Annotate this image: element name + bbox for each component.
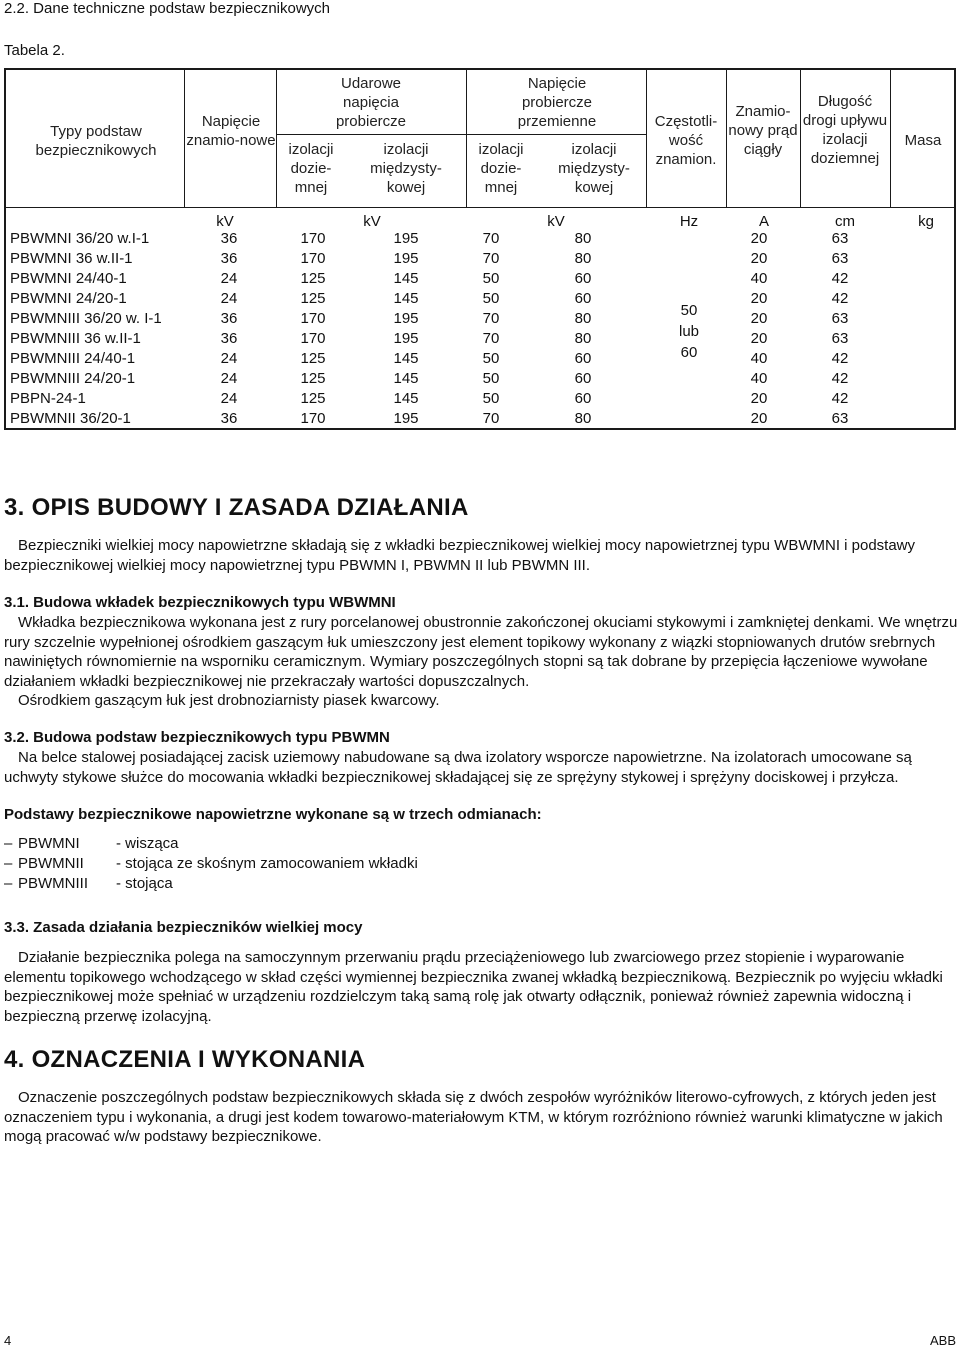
cell-ug: 170: [300, 250, 326, 267]
list-item: – PBWMNI - wisząca: [4, 835, 179, 852]
cell-ug: 170: [300, 330, 326, 347]
cell-ag: 50: [482, 270, 500, 287]
cell-ui: 195: [393, 230, 419, 247]
table-label: Tabela 2.: [4, 42, 65, 59]
cell-ai: 80: [574, 310, 592, 327]
cell-ag: 70: [482, 310, 500, 327]
cell-ag: 50: [482, 370, 500, 387]
cell-ai: 60: [574, 290, 592, 307]
cell-a: 20: [750, 290, 768, 307]
cell-cm: 42: [831, 390, 849, 407]
cell-ag: 50: [482, 350, 500, 367]
cell-ui: 195: [393, 250, 419, 267]
cell-un: 24: [220, 270, 238, 287]
cell-name: PBWMNIII 24/40-1: [10, 350, 136, 367]
cell-cm: 63: [831, 410, 849, 427]
header-ac-interphase: izolacji międzysty-kowej: [558, 141, 630, 196]
cell-ug: 170: [300, 230, 326, 247]
s31-text2: Ośrodkiem gaszącym łuk jest drobnoziarnisty piasek kwarcowy.: [18, 692, 440, 709]
cell-ag: 70: [482, 250, 500, 267]
unit-kg: kg: [918, 213, 934, 230]
unit-cm: cm: [835, 213, 855, 230]
cell-ai: 80: [574, 250, 592, 267]
cell-ag: 70: [482, 410, 500, 427]
cell-a: 20: [750, 410, 768, 427]
unit-kv-1: kV: [216, 213, 234, 230]
cell-un: 36: [220, 330, 238, 347]
table-row: [6, 229, 954, 249]
table-row: [6, 389, 954, 409]
cell-un: 24: [220, 390, 238, 407]
cell-name: PBWMNII 36/20-1: [10, 410, 131, 427]
s33-title: 3.3. Zasada działania bezpieczników wielkiej mocy: [4, 919, 363, 936]
cell-ai: 60: [574, 350, 592, 367]
cell-cm: 42: [831, 350, 849, 367]
cell-ai: 80: [574, 330, 592, 347]
cell-name: PBWMNIII 36/20 w. I-1: [10, 310, 162, 327]
variants-list: [4, 834, 604, 894]
header-mass: Masa: [904, 132, 942, 149]
cell-a: 40: [750, 370, 768, 387]
cell-ui: 145: [393, 290, 419, 307]
cell-ai: 60: [574, 390, 592, 407]
cell-ui: 145: [393, 370, 419, 387]
cell-a: 20: [750, 250, 768, 267]
cell-ug: 125: [300, 370, 326, 387]
cell-ai: 60: [574, 370, 592, 387]
s33-text: Działanie bezpiecznika polega na samoczynnym przerwaniu prądu przeciążeniowego lub zwarciowego przez stopienie i wyparowanie elementu topikowego wchodzącego w skład części wymiennej bezpiecznika zwanej wkładką bezpiecznikową. Bezpiecznik po wyjęciu wkładki bezpiecznikowej może spełniać w urządzeniu rozdzielczym taką samą rolę jak otwarty odłącznik, ponieważ również zapewnia widoczną i bezpieczną przerwę izolacyjną.: [4, 949, 943, 1025]
header-impulse-ground: izolacji dozie-mnej: [288, 141, 334, 196]
cell-a: 40: [750, 350, 768, 367]
header-type: Typy podstaw bezpiecznikowych: [35, 123, 157, 159]
list-item: – PBWMNIII - stojąca: [4, 875, 173, 892]
cell-ug: 125: [300, 350, 326, 367]
cell-un: 36: [220, 230, 238, 247]
table-row: [6, 309, 954, 329]
header-impulse: Udarowe napięcia probiercze: [335, 75, 407, 130]
frequency-value: 50 lub 60: [678, 302, 700, 361]
unit-kv-2: kV: [363, 213, 381, 230]
header-ac-ground: izolacji dozie-mnej: [478, 141, 524, 196]
header-impulse-interphase: izolacji międzysty-kowej: [370, 141, 442, 196]
list-item: – PBWMNII - stojąca ze skośnym zamocowaniem wkładki: [4, 855, 418, 872]
cell-name: PBWMNI 24/40-1: [10, 270, 127, 287]
cell-ag: 50: [482, 390, 500, 407]
s32-text: Na belce stalowej posiadającej zacisk uziemowy nabudowane są dwa izolatory wsporcze napowietrzne. Na izolatorach umocowane są uchwyty stykowe służce do mocowania wkładki bezpiecznikowej składającej się ze sprężyny stykowej i sprężyny dociskowej i przyłcza.: [4, 749, 912, 786]
cell-ug: 170: [300, 310, 326, 327]
section4-text: Oznaczenie poszczególnych podstaw bezpiecznikowych składa się z dwóch zespołów wyróżników literowo-cyfrowych, z których jeden jest oznaczeniem typu i wykonania, a drugi jest kodem towarowo-materiałowym KTM, w którym rozróżniono również warunki klimatyczne w jakich mogą pracować w/w podstawy bezpiecznikowe.: [4, 1089, 943, 1146]
s31-title: 3.1. Budowa wkładek bezpiecznikowych typu WBWMNI: [4, 594, 396, 611]
cell-un: 36: [220, 410, 238, 427]
brand-logo: ABB: [929, 1333, 956, 1348]
cell-name: PBWMNIII 36 w.II-1: [10, 330, 141, 347]
cell-ug: 125: [300, 270, 326, 287]
cell-ai: 80: [574, 230, 592, 247]
cell-name: PBWMNI 24/20-1: [10, 290, 127, 307]
header-creepage: Długość drogi upływu izolacji doziemnej: [802, 93, 888, 167]
cell-ug: 170: [300, 410, 326, 427]
cell-name: PBWMNI 36 w.II-1: [10, 250, 133, 267]
cell-ug: 125: [300, 290, 326, 307]
cell-un: 36: [220, 250, 238, 267]
s31-text: Wkładka bezpiecznikowa wykonana jest z rury porcelanowej obustronnie zakończonej okuciami stykowymi i zamkniętej denkami. We wnętrzu rury szczelnie wypełnionej ośrodkiem gaszącym łuk umieszczony jest element topikowy wykonany z wiązki stopniowanych drutów srebrnych nawiniętych równomiernie na wsporniku ceramicznym. Wymiary poszczególnych stopni są tak dobrane by przepięcia łączeniowe wywołane działaniem wkładki bezpiecznikowej nie przekraczały wartości dopuszczalnych.: [4, 614, 958, 690]
page-number: 4: [4, 1333, 12, 1348]
cell-un: 24: [220, 370, 238, 387]
cell-ui: 195: [393, 310, 419, 327]
table-row: [6, 369, 954, 389]
cell-cm: 63: [831, 330, 849, 347]
unit-a: A: [758, 213, 769, 230]
cell-ui: 145: [393, 390, 419, 407]
cell-name: PBWMNIII 24/20-1: [10, 370, 136, 387]
cell-cm: 63: [831, 230, 849, 247]
cell-a: 20: [750, 310, 768, 327]
unit-kv-3: kV: [547, 213, 565, 230]
cell-cm: 42: [831, 270, 849, 287]
cell-a: 20: [750, 230, 768, 247]
section-heading: 2.2. Dane techniczne podstaw bezpiecznikowych: [4, 0, 331, 17]
table-row: [6, 289, 954, 309]
cell-ui: 145: [393, 270, 419, 287]
cell-name: PBWMNI 36/20 w.I-1: [10, 230, 150, 247]
table-row: [6, 269, 954, 289]
cell-name: PBPN-24-1: [10, 390, 86, 407]
s32-title: 3.2. Budowa podstaw bezpiecznikowych typu PBWMN: [4, 729, 390, 746]
unit-hz: Hz: [679, 213, 699, 230]
cell-cm: 63: [831, 310, 849, 327]
cell-ai: 60: [574, 270, 592, 287]
cell-ui: 195: [393, 330, 419, 347]
cell-ag: 50: [482, 290, 500, 307]
cell-a: 40: [750, 270, 768, 287]
cell-a: 20: [750, 390, 768, 407]
header-current: Znamio-nowy prąd ciągły: [728, 103, 798, 158]
cell-ai: 80: [574, 410, 592, 427]
cell-un: 36: [220, 310, 238, 327]
table-row: [6, 349, 954, 369]
cell-ag: 70: [482, 330, 500, 347]
table-row: [6, 409, 954, 429]
table-row: [6, 329, 954, 349]
header-ac-test: Napięcie probiercze przemienne: [517, 75, 597, 130]
cell-ag: 70: [482, 230, 500, 247]
cell-a: 20: [750, 330, 768, 347]
table-row: [6, 249, 954, 269]
variants-title: Podstawy bezpiecznikowe napowietrzne wykonane są w trzech odmianach:: [4, 806, 542, 823]
header-rated-voltage: Napięcie znamio-nowe: [186, 113, 276, 149]
header-frequency: Częstotli-wość znamion.: [654, 113, 718, 168]
section3-title: 3. OPIS BUDOWY I ZASADA DZIAŁANIA: [4, 494, 469, 521]
cell-cm: 42: [831, 370, 849, 387]
cell-un: 24: [220, 350, 238, 367]
section4-title: 4. OZNACZENIA I WYKONANIA: [4, 1046, 366, 1073]
cell-ui: 145: [393, 350, 419, 367]
cell-cm: 42: [831, 290, 849, 307]
section3-intro: Bezpieczniki wielkiej mocy napowietrzne składają się z wkładki bezpiecznikowej wielkiej mocy napowietrznej typu WBWMNI i podstawy bezpiecznikowej wielkiej mocy napowietrznej typu PBWMN I, PBWMN II lub PBWMN III.: [4, 537, 916, 574]
cell-un: 24: [220, 290, 238, 307]
cell-cm: 63: [831, 250, 849, 267]
cell-ui: 195: [393, 410, 419, 427]
cell-ug: 125: [300, 390, 326, 407]
